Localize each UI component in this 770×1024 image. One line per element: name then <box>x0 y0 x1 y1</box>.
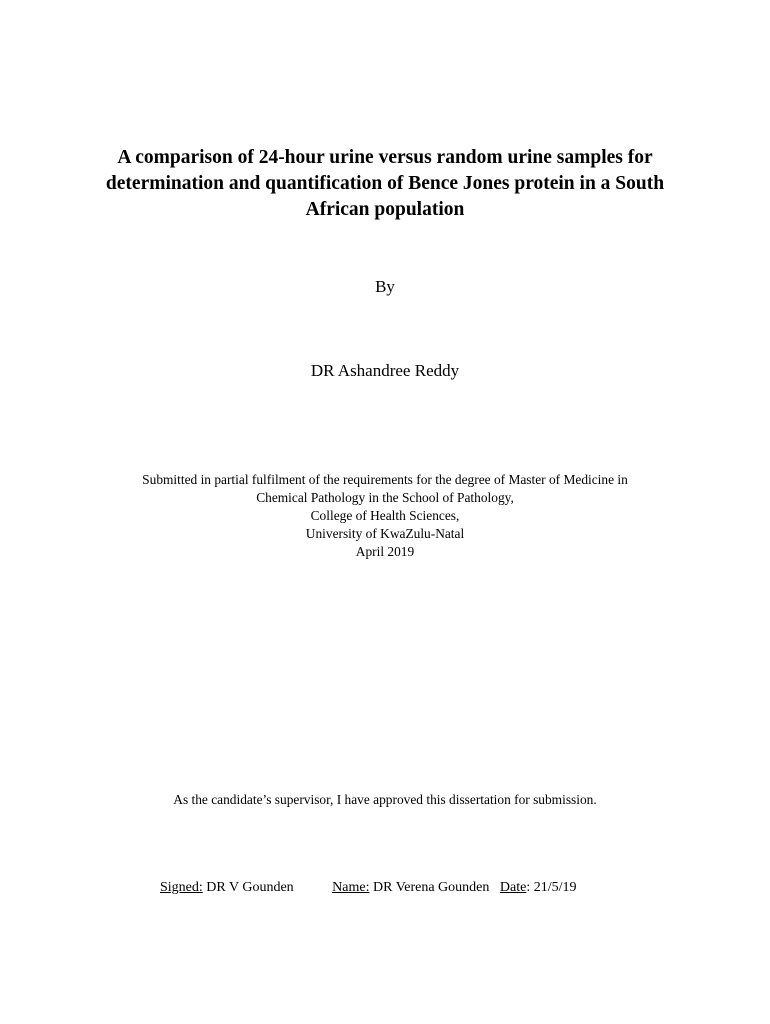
submission-line-2: Chemical Pathology in the School of Pathology, <box>256 490 514 505</box>
name-label: Name: <box>332 880 370 895</box>
date-gap <box>489 880 500 895</box>
date-label: Date <box>499 880 527 895</box>
title-line-3: African population <box>305 199 465 220</box>
by-label: By <box>375 277 395 296</box>
name-value: DR Verena Gounden <box>369 880 490 895</box>
submission-line-4: University of KwaZulu-Natal <box>305 526 465 541</box>
submission-line-1: Submitted in partial fulfilment of the requirements for the degree of Master of Medicine in <box>142 472 628 487</box>
submission-statement <box>60 471 710 561</box>
signed-value: DR V Gounden <box>202 880 294 895</box>
title-line-1: A comparison of 24-hour urine versus random urine samples for <box>117 147 653 168</box>
dissertation-title <box>60 145 710 223</box>
submission-line-3: College of Health Sciences, <box>310 508 460 523</box>
date-value: : 21/5/19 <box>526 880 577 895</box>
signed-label: Signed: <box>160 880 203 895</box>
signature-gap <box>294 880 333 895</box>
signature-line <box>160 880 577 896</box>
supervisor-approval: As the candidate’s supervisor, I have approved this dissertation for submission. <box>173 792 597 807</box>
author-name: DR Ashandree Reddy <box>310 361 460 380</box>
submission-date: April 2019 <box>355 544 415 559</box>
title-line-2: determination and quantification of Bence Jones protein in a South <box>105 173 665 194</box>
